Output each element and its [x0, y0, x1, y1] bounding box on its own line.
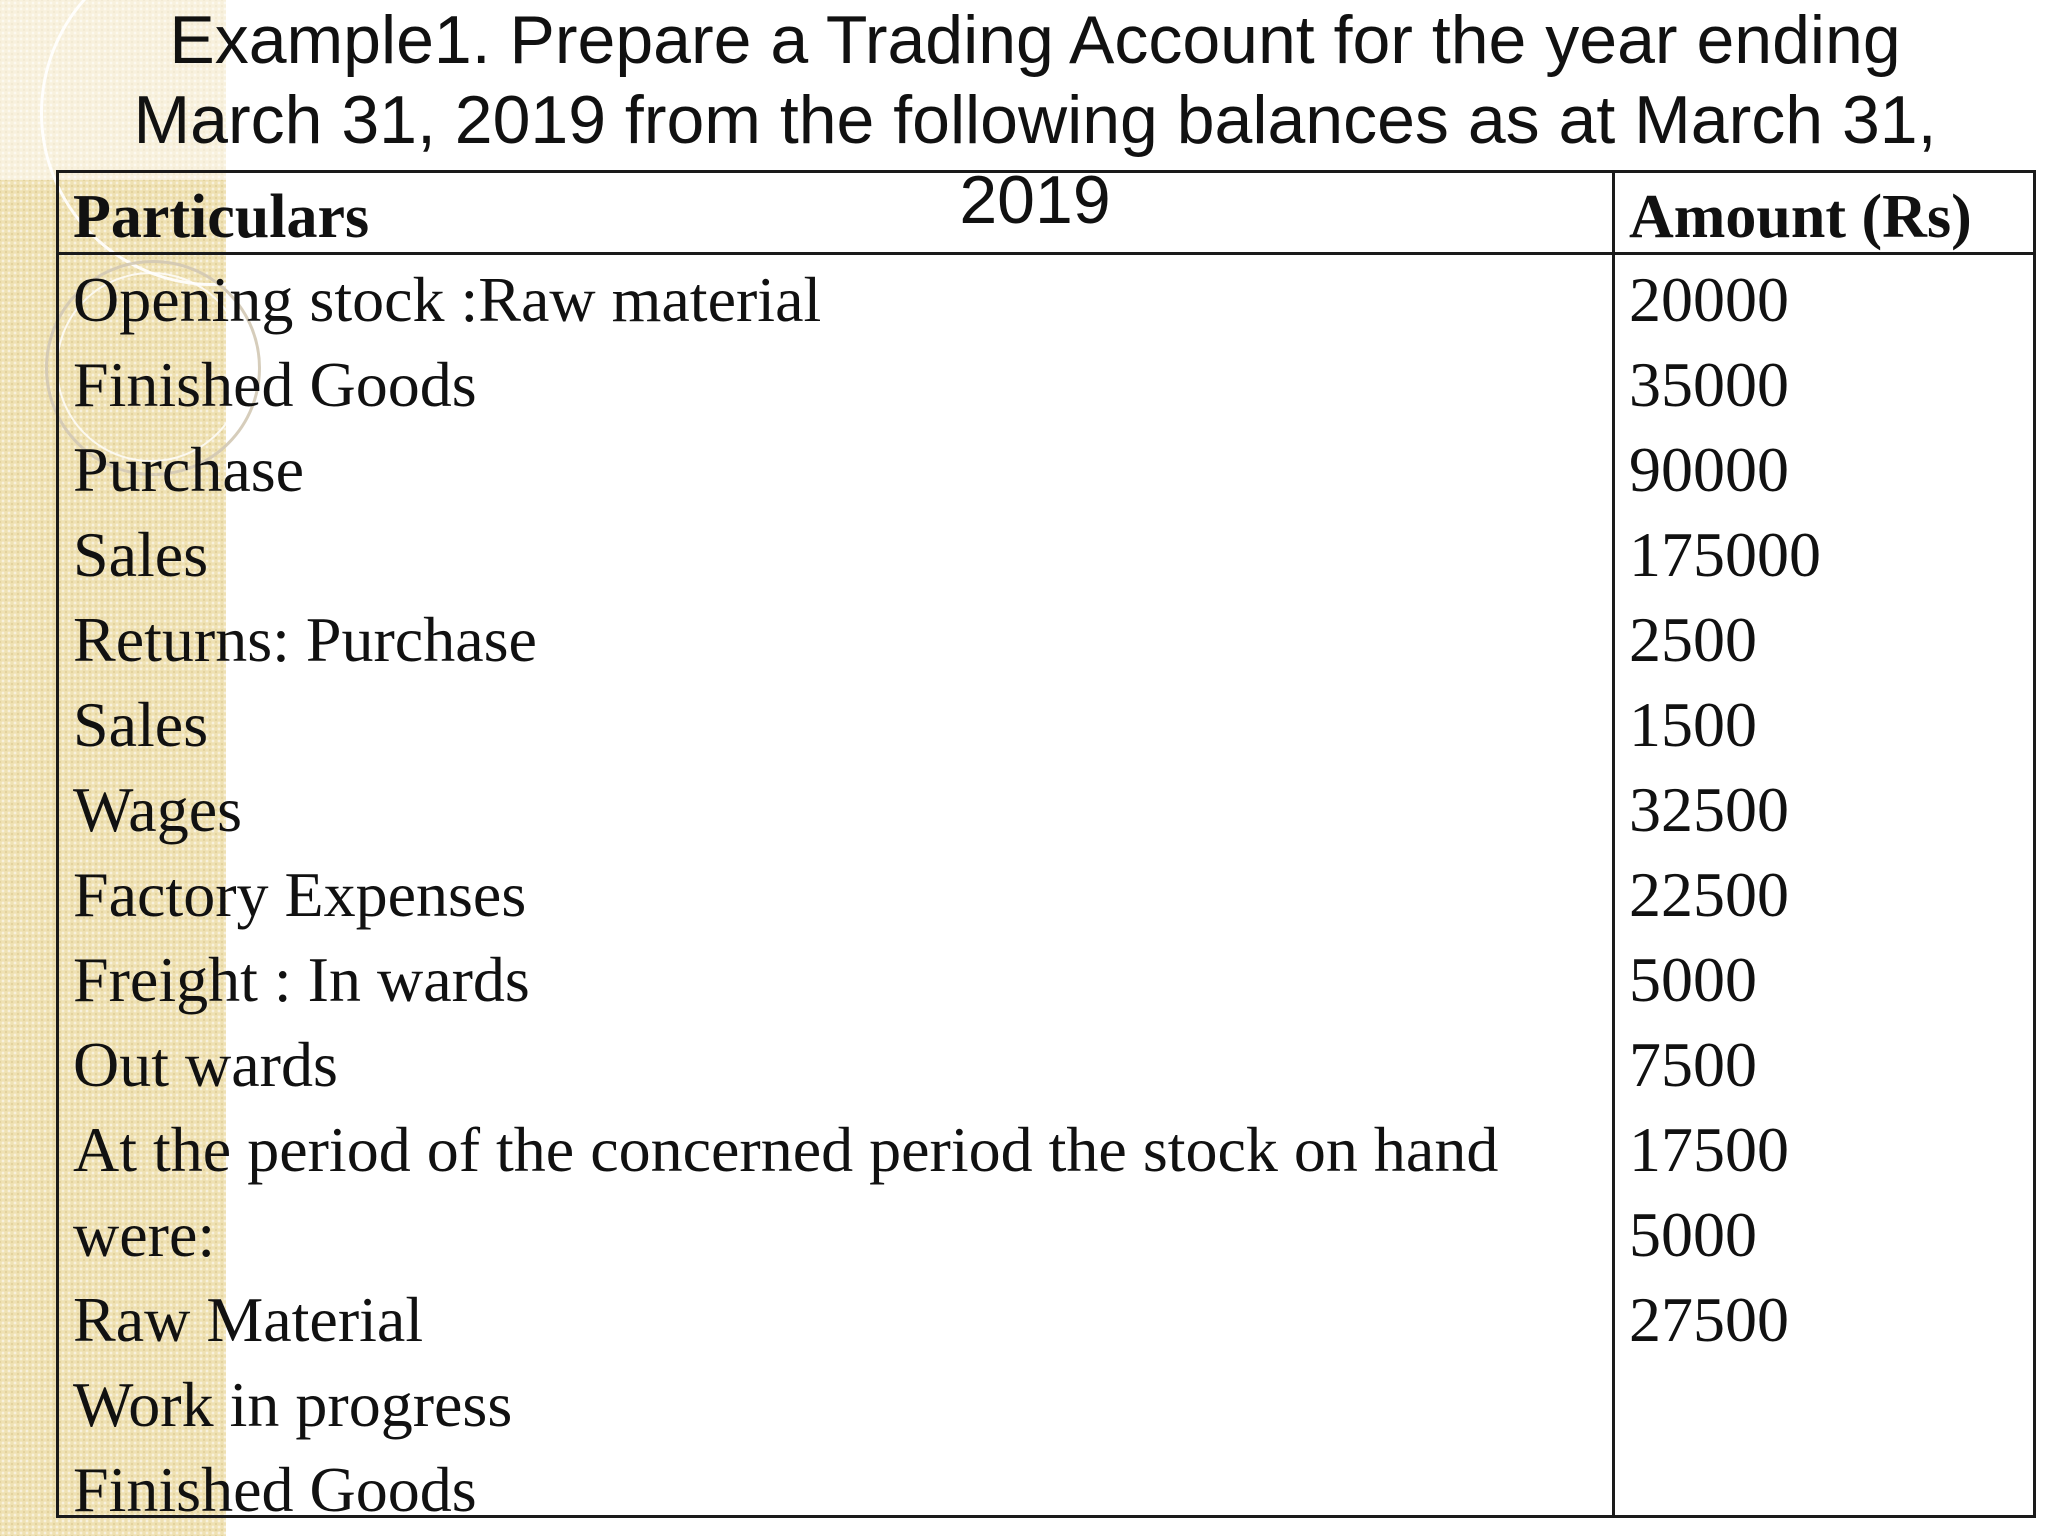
- particulars-cell: Factory Expenses: [73, 859, 527, 930]
- particulars-cell: Out wards: [73, 1029, 338, 1100]
- particulars-column: [73, 257, 1603, 1532]
- particulars-cell: At the period of the concerned period the stock on hand: [73, 1114, 1499, 1185]
- amount-cell: 20000: [1629, 264, 1789, 335]
- particulars-cell: were:: [73, 1199, 216, 1270]
- particulars-cell: Wages: [73, 774, 242, 845]
- amount-cell: 17500: [1629, 1114, 1789, 1185]
- title-line: 2019: [959, 162, 1111, 238]
- amount-cell: 27500: [1629, 1284, 1789, 1355]
- particulars-cell: Finished Goods: [73, 349, 477, 420]
- particulars-cell: Returns: Purchase: [73, 604, 537, 675]
- particulars-cell: Freight : In wards: [73, 944, 530, 1015]
- amount-cell: 22500: [1629, 859, 1789, 930]
- amount-cell: 5000: [1629, 944, 1757, 1015]
- slide-title: [0, 0, 2048, 240]
- amount-cell: 90000: [1629, 434, 1789, 505]
- title-line: Example1. Prepare a Trading Account for the year ending: [169, 2, 1901, 78]
- particulars-cell: Purchase: [73, 434, 305, 505]
- amount-cell: 2500: [1629, 604, 1757, 675]
- amount-cell: 35000: [1629, 349, 1789, 420]
- particulars-cell: Finished Goods: [73, 1454, 477, 1525]
- amount-cell: 32500: [1629, 774, 1789, 845]
- particulars-cell: Sales: [73, 689, 209, 760]
- amount-column: [1629, 257, 2029, 1362]
- particulars-cell: Opening stock :Raw material: [73, 264, 822, 335]
- amount-cell: 5000: [1629, 1199, 1757, 1270]
- header-particulars: Particulars: [73, 183, 370, 251]
- amount-cell: 1500: [1629, 689, 1757, 760]
- column-divider: [1612, 173, 1615, 1515]
- particulars-cell: Work in progress: [73, 1369, 513, 1440]
- title-line: March 31, 2019 from the following balances as at March 31,: [133, 82, 1937, 158]
- header-amount: Amount (Rs): [1629, 183, 1972, 251]
- amount-cell: 175000: [1629, 519, 1821, 590]
- particulars-cell: Raw Material: [73, 1284, 424, 1355]
- particulars-cell: Sales: [73, 519, 209, 590]
- balances-table: [56, 170, 2036, 1525]
- amount-cell: 7500: [1629, 1029, 1757, 1100]
